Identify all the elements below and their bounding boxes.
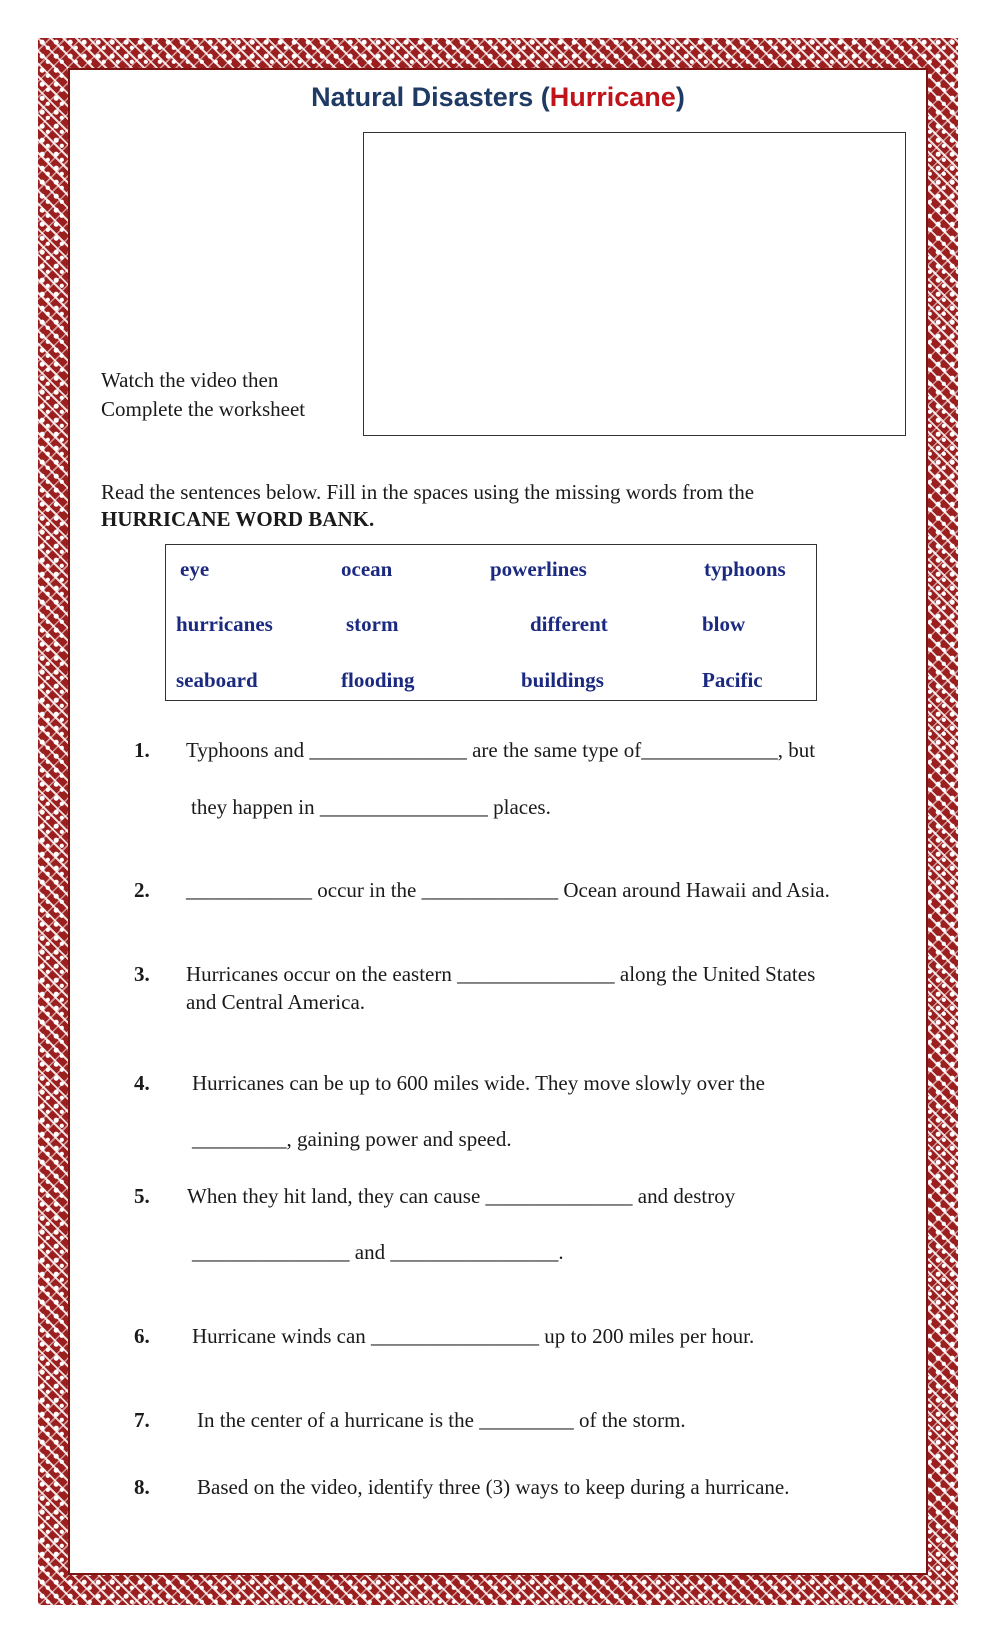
question-text: they happen in ________________ places. (191, 795, 551, 819)
question-number: 7. (134, 1408, 150, 1432)
word-bank-item: typhoons (704, 557, 786, 581)
instructions-line: Read the sentences below. Fill in the spaces using the missing words from the (101, 480, 755, 504)
question-number: 4. (134, 1071, 150, 1095)
word-bank-name: HURRICANE WORD BANK. (101, 507, 375, 531)
intro-text (101, 366, 305, 424)
word-bank-item: blow (702, 612, 746, 636)
question-text: Based on the video, identify three (3) ways to keep during a hurricane. (197, 1475, 790, 1499)
question-text: Hurricanes occur on the eastern _______________ along the United States (186, 962, 816, 986)
question-text: and Central America. (186, 990, 366, 1014)
question-number: 5. (134, 1184, 150, 1208)
question-text: _________, gaining power and speed. (192, 1127, 512, 1151)
question-text: In the center of a hurricane is the _________ of the storm. (197, 1408, 686, 1432)
word-bank-item: flooding (341, 668, 415, 692)
word-bank-item: storm (346, 612, 399, 636)
question-number: 2. (134, 878, 150, 902)
question-text: Hurricane winds can ________________ up to 200 miles per hour. (192, 1324, 755, 1348)
word-bank-item: seaboard (176, 668, 258, 692)
word-bank-item: ocean (341, 557, 393, 581)
title-main: Natural Disasters ( (311, 82, 550, 112)
question-text: _______________ and ________________. (192, 1240, 564, 1264)
question-number: 1. (134, 738, 150, 762)
title-close: ) (675, 82, 685, 112)
word-bank-item: Pacific (702, 668, 763, 692)
video-frame[interactable] (363, 132, 906, 436)
intro-line-2: Complete the worksheet (101, 397, 306, 421)
question-text: ____________ occur in the _____________ Ocean around Hawaii and Asia. (186, 878, 830, 902)
word-bank-item: hurricanes (176, 612, 273, 636)
word-bank-item: powerlines (490, 557, 587, 581)
question-text: Typhoons and _______________ are the same type of_____________, but (186, 738, 816, 762)
question-number: 6. (134, 1324, 150, 1348)
instructions (101, 479, 921, 533)
question-text: Hurricanes can be up to 600 miles wide. They move slowly over the (192, 1071, 765, 1095)
title-highlight: Hurricane (549, 82, 676, 112)
intro-line-1: Watch the video then (101, 368, 279, 392)
page-title (70, 82, 926, 113)
word-bank (165, 544, 817, 701)
word-bank-item: eye (180, 557, 210, 581)
question-number: 8. (134, 1475, 150, 1499)
word-bank-item: buildings (521, 668, 604, 692)
question-text: When they hit land, they can cause ______________ and destroy (187, 1184, 736, 1208)
word-bank-item: different (530, 612, 608, 636)
question-number: 3. (134, 962, 150, 986)
